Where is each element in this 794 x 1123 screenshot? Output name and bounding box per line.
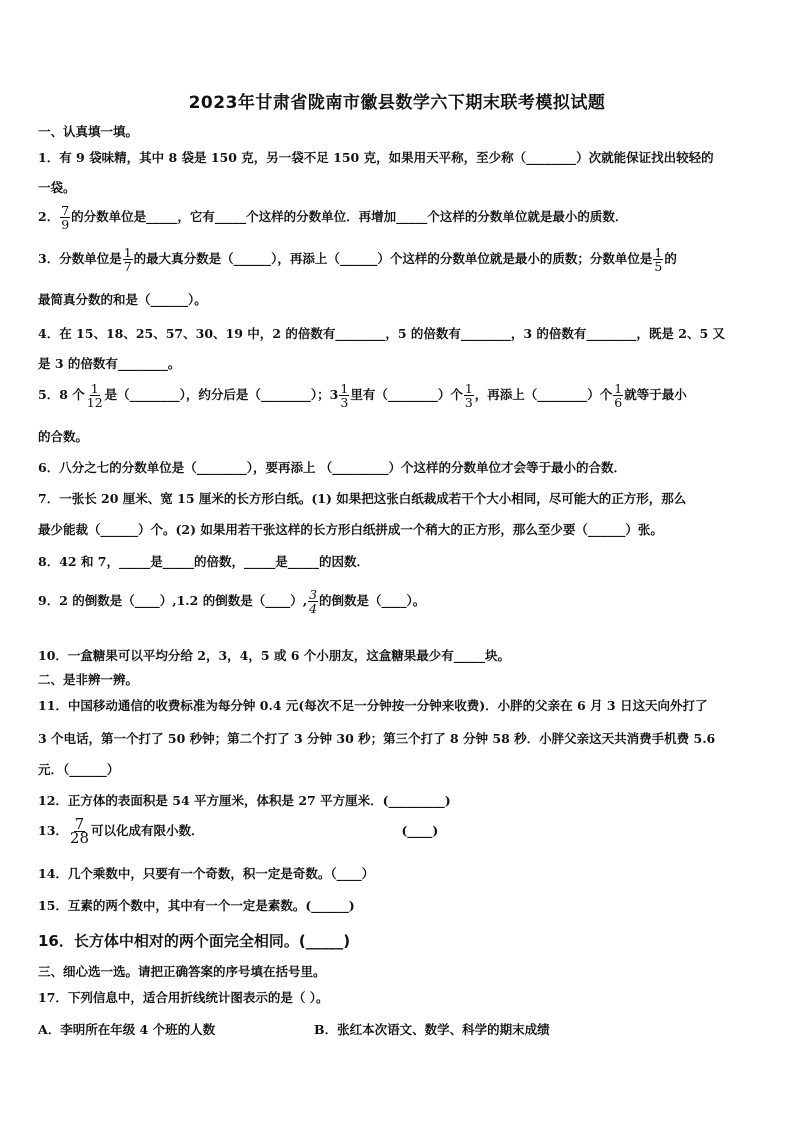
question-13: 13． $\frac{7}{28}$ 可以化成有限小数． (____)	[38, 815, 439, 847]
question-5-line-2: 的合数。	[38, 429, 89, 444]
fraction-1-7: $\frac{1}{7}$	[123, 245, 132, 274]
question-4-line-2: 是 3 的倍数有________。	[38, 356, 181, 371]
question-3-line-2: 最简真分数的和是（______）。	[38, 292, 207, 307]
question-4-line-1: 4．在 15、18、25、57、30、19 中，2 的倍数有________，5 的倍数有________，3 的倍数有________，既是 2、5 又	[38, 326, 726, 341]
question-1-line-2: 一袋。	[38, 180, 76, 195]
fraction-7-28: $\frac{7}{28}$	[69, 815, 89, 847]
question-2-number: 2．	[38, 209, 60, 224]
question-8: 8．42 和 7，_____是_____的倍数，_____是_____的因数．	[38, 554, 369, 569]
section-3-heading: 三、细心选一选。请把正确答案的序号填在括号里。	[38, 964, 326, 979]
fraction-3-4: $\frac{3}{4}$	[309, 587, 318, 616]
question-3-line-1: 3．分数单位是 $\frac{1}{7}$ 的最大真分数是（______），再添上（______）个这样的分数单位就是最小的质数；分数单位是 $\frac{1}{5}$ 的	[38, 245, 677, 274]
question-15: 15．互素的两个数中，其中有一个一定是素数。(______)	[38, 898, 355, 913]
question-17-stem: 17．下列信息中，适合用折线统计图表示的是（ ）。	[38, 990, 329, 1005]
question-11-line-3: 元．（______）	[38, 762, 120, 777]
page-title: 2023年甘肃省陇南市徽县数学六下期末联考模拟试题	[188, 93, 606, 113]
fraction-1-5: $\frac{1}{5}$	[654, 245, 663, 274]
question-12: 12．正方体的表面积是 54 平方厘米，体积是 27 平方厘米．(_________)	[38, 793, 451, 808]
question-17-option-b: B．张红本次语文、数学、科学的期末成绩	[314, 1022, 550, 1037]
fraction-1-3-a: $\frac{1}{3}$	[340, 381, 349, 410]
section-1-heading: 一、认真填一填。	[38, 124, 139, 139]
fraction-1-12: $\frac{1}{12}$	[86, 381, 103, 410]
question-7-line-2: 最少能裁（______）个。(2) 如果用若干张这样的长方形白纸拼成一个稍大的正方形，那么至少要（______）张。	[38, 522, 663, 537]
question-9: 9．2 的倒数是（____）,1.2 的倒数是（____）, $\frac{3}{4}$ 的倒数是（____）。	[38, 587, 426, 616]
question-2	[38, 204, 627, 231]
fraction-7-9: $\frac{7}{9}$	[61, 203, 70, 232]
question-16: 16．长方体中相对的两个面完全相同。(_____)	[38, 932, 351, 950]
question-13-answer-blank: (____)	[401, 823, 439, 838]
question-10: 10．一盒糖果可以平均分给 2，3，4，5 或 6 个小朋友，这盒糖果最少有_____块。	[38, 648, 511, 663]
question-17-option-a: A．李明所在年级 4 个班的人数	[38, 1022, 216, 1037]
question-6: 6．八分之七的分数单位是（________），要再添上 （_________）个这样的分数单位才会等于最小的合数．	[38, 460, 627, 475]
question-1-line-1: 1．有 9 袋味精，其中 8 袋是 150 克，另一袋不足 150 克，如果用天平称，至少称（________）次就能保证找出较轻的	[38, 150, 714, 165]
question-7-line-1: 7．一张长 20 厘米、宽 15 厘米的长方形白纸。(1) 如果把这张白纸裁成若干个大小相同，尽可能大的正方形，那么	[38, 491, 687, 506]
fraction-1-3-b: $\frac{1}{3}$	[464, 381, 473, 410]
question-14: 14．几个乘数中，只要有一个奇数，积一定是奇数。（____）	[38, 866, 375, 881]
question-11-line-1: 11．中国移动通信的收费标准为每分钟 0.4 元(每次不足一分钟按一分钟来收费)．小胖的父亲在 6 月 3 日这天向外打了	[38, 698, 708, 713]
question-5-line-1: 5．8 个 $\frac{1}{12}$ 是（________），约分后是（________）；3 $\frac{1}{3}$ 里有（________）个 $\frac{1}{3}$ ，再添上（________）个 $\frac{1}{6}$ 就等于最小	[38, 381, 687, 410]
fraction-1-6: $\frac{1}{6}$	[614, 381, 623, 410]
section-2-heading: 二、是非辨一辨。	[38, 672, 139, 687]
question-11-line-2: 3 个电话，第一个打了 50 秒钟；第二个打了 3 分钟 30 秒；第三个打了 8 分钟 58 秒．小胖父亲这天共消费手机费 5.6	[38, 731, 716, 746]
question-2-text: 的分数单位是_____，它有_____个这样的分数单位．再增加_____个这样的分数单位就是最小的质数．	[71, 209, 628, 224]
